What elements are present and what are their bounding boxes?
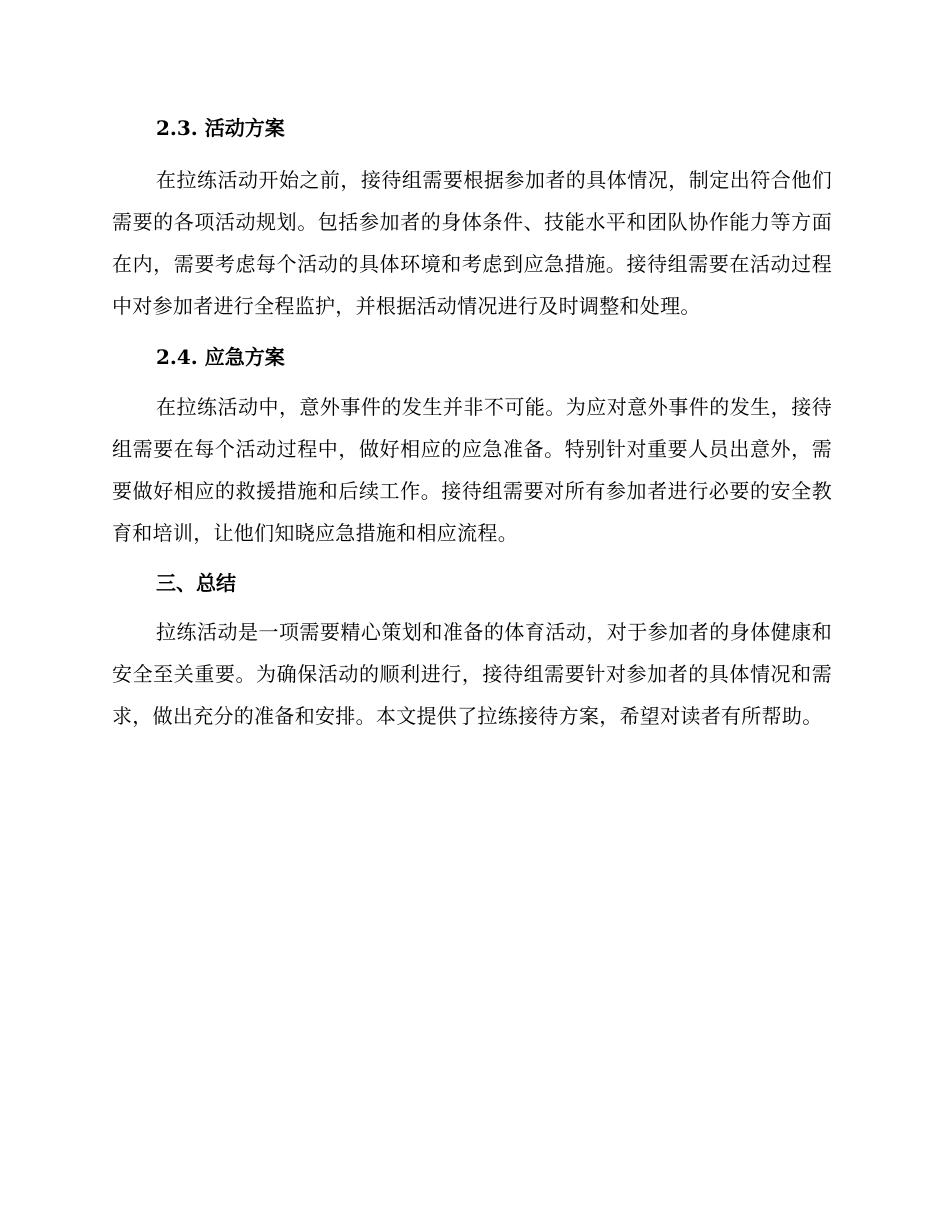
section-heading-summary: 三、总结 (156, 571, 236, 595)
section-heading-activity-plan: 2.3. 活动方案 (156, 116, 285, 140)
paragraph-activity-plan: 在拉练活动开始之前，接待组需要根据参加者的具体情况，制定出符合他们需要的各项活动规划。包括参加者的身体条件、技能水平和团队协作能力等方面在内，需要考虑每个活动的具体环境和考虑到应急措施。接待组需要在活动过程中对参加者进行全程监护，并根据活动情况进行及时调整和处理。 (112, 168, 832, 318)
section-heading-emergency-plan: 2.4. 应急方案 (156, 345, 285, 369)
document-body (112, 112, 832, 737)
paragraph-summary: 拉练活动是一项需要精心策划和准备的体育活动，对于参加者的身体健康和安全至关重要。为确保活动的顺利进行，接待组需要针对参加者的具体情况和需求，做出充分的准备和安排。本文提供了拉练接待方案，希望对读者有所帮助。 (112, 620, 832, 728)
paragraph-emergency-plan: 在拉练活动中，意外事件的发生并非不可能。为应对意外事件的发生，接待组需要在每个活动过程中，做好相应的应急准备。特别针对重要人员出意外，需要做好相应的救援措施和后续工作。接待组需要对所有参加者进行必要的安全教育和培训，让他们知晓应急措施和相应流程。 (112, 395, 832, 545)
